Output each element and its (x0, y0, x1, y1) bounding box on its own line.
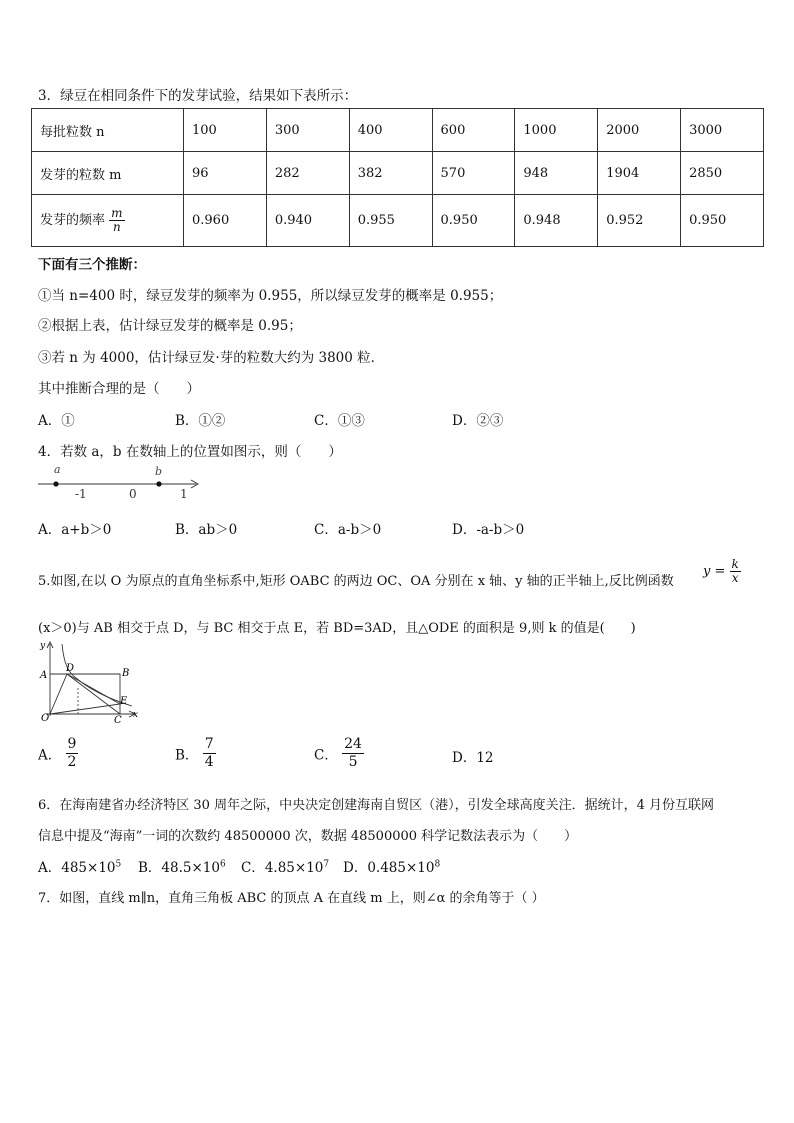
table-cell: 600 (432, 109, 515, 152)
q6-stem-line-2: 信息中提及“海南”一词的次数约 48500000 次，数据 48500000 科学记数法表示为（ ） (38, 829, 578, 844)
table-row (32, 152, 764, 195)
tick-label-0: 0 (129, 487, 137, 501)
label-B: B (122, 668, 130, 679)
table-cell: 0.960 (184, 195, 267, 247)
point-a (53, 481, 58, 486)
table-cell: 282 (266, 152, 349, 195)
label-E: E (120, 696, 128, 707)
fraction-denominator: n (112, 220, 121, 234)
option-text: B．48.5×10 (138, 860, 220, 876)
row-label-n: 每批粒数 n (32, 109, 184, 152)
table-cell: 0.955 (349, 195, 432, 247)
table-cell: 1000 (515, 109, 598, 152)
q6-stem-line-1: 6．在海南建省办经济特区 30 周年之际，中央决定创建海南自贸区（港），引发全球高度关注．据统计，4 月份互联网 (38, 798, 714, 813)
option-prefix: B． (175, 747, 199, 764)
q5-stem-line-2: (x＞0)与 AB 相交于点 D，与 BC 相交于点 E，若 BD=3AD，且△ODE 的面积是 9,则 k 的值是( ) (38, 621, 636, 636)
q4-option-d[interactable]: D．-a-b＞0 (452, 522, 525, 538)
table-cell: 0.948 (515, 195, 598, 247)
q5-function-formula (703, 558, 741, 585)
q3-inference-2: ②根据上表，估计绿豆发芽的概率是 0.95； (38, 318, 302, 334)
q4-option-c[interactable]: C．a-b＞0 (314, 522, 382, 538)
tick-label-1: 1 (180, 487, 188, 501)
q5-option-c[interactable] (314, 736, 364, 771)
label-O: O (41, 713, 50, 724)
q3-inference-3: ③若 n 为 4000，估计绿豆发·芽的粒数大约为 3800 粒． (38, 350, 385, 366)
tick-label-minus-1: -1 (75, 487, 87, 501)
fraction-numerator: 24 (344, 736, 362, 752)
option-text: A．485×10 (38, 860, 116, 876)
label-D: D (66, 663, 75, 674)
label-x: x (133, 710, 139, 720)
fraction-numerator: 7 (204, 736, 214, 752)
label-b: b (155, 465, 163, 478)
table-cell: 1904 (598, 152, 681, 195)
fraction-denominator: 5 (348, 754, 358, 770)
table-cell: 100 (184, 109, 267, 152)
option-exponent: 5 (115, 859, 122, 870)
q4-option-b[interactable]: B．ab＞0 (175, 522, 238, 538)
q4-stem: 4．若数 a，b 在数轴上的位置如图示，则（ ） (38, 444, 342, 460)
fraction-denominator: x (731, 571, 739, 585)
fraction-numerator: m (111, 206, 123, 220)
table-cell: 0.950 (681, 195, 764, 247)
q7-stem: 7．如图，直线 m∥n，直角三角板 ABC 的顶点 A 在直线 m 上，则∠α 的余角等于（ ） (38, 891, 545, 906)
table-cell: 400 (349, 109, 432, 152)
q3-stem: 3．绿豆在相同条件下的发芽试验，结果如下表所示： (38, 88, 358, 104)
frequency-label: 发芽的频率 (40, 213, 106, 228)
table-cell: 2850 (681, 152, 764, 195)
q6-option-c[interactable] (241, 856, 329, 876)
q3-question: 其中推断合理的是（ ） (38, 381, 200, 397)
triangle-ode (50, 674, 120, 714)
function-y: y = (703, 564, 726, 579)
row-label-frequency (32, 195, 184, 247)
option-fraction (203, 736, 216, 771)
point-b (156, 481, 161, 486)
q4-option-a[interactable]: A．a+b＞0 (38, 522, 112, 538)
table-cell: 300 (266, 109, 349, 152)
table-row (32, 109, 764, 152)
option-prefix: D． (452, 750, 477, 766)
fraction-numerator: k (731, 557, 739, 571)
m-over-n-fraction (109, 207, 124, 234)
fraction-numerator: 9 (67, 736, 77, 752)
row-label-m: 发芽的粒数 m (32, 152, 184, 195)
q3-option-b[interactable]: B．①② (175, 413, 226, 429)
k-over-x-fraction (730, 558, 741, 585)
label-a: a (54, 463, 61, 476)
table-cell: 382 (349, 152, 432, 195)
q3-option-d[interactable]: D．②③ (452, 413, 504, 429)
table-cell: 948 (515, 152, 598, 195)
number-line-figure (36, 462, 206, 504)
option-exponent: 7 (323, 859, 330, 870)
option-text: C．4.85×10 (241, 860, 324, 876)
label-y: y (40, 641, 46, 651)
q5-option-a[interactable] (38, 736, 78, 771)
q3-inference-1: ①当 n=400 时，绿豆发芽的频率为 0.955，所以绿豆发芽的概率是 0.955； (38, 288, 503, 304)
fraction-denominator: 2 (67, 754, 77, 770)
table-cell: 3000 (681, 109, 764, 152)
table-cell: 96 (184, 152, 267, 195)
option-value: 12 (476, 750, 494, 766)
q3-option-c[interactable]: C．①③ (314, 413, 365, 429)
q5-option-b[interactable] (175, 736, 216, 771)
table-cell: 0.952 (598, 195, 681, 247)
table-cell: 0.940 (266, 195, 349, 247)
option-fraction (66, 736, 79, 771)
table-cell: 570 (432, 152, 515, 195)
option-exponent: 8 (434, 859, 441, 870)
table-cell: 2000 (598, 109, 681, 152)
coordinate-figure (36, 638, 146, 724)
q6-option-b[interactable] (138, 856, 226, 876)
q5-option-d[interactable] (452, 746, 494, 766)
q3-option-a[interactable]: A．① (38, 413, 75, 429)
rectangle-oabc (50, 674, 120, 714)
q5-stem-line-1: 5.如图,在以 O 为原点的直角坐标系中,矩形 OABC 的两边 OC、OA 分别在 x 轴、y 轴的正半轴上,反比例函数 (38, 574, 674, 589)
option-text: D．0.485×10 (343, 860, 435, 876)
table-cell: 0.950 (432, 195, 515, 247)
q3-intro: 下面有三个推断： (38, 257, 146, 273)
fraction-denominator: 4 (204, 754, 214, 770)
label-C: C (114, 715, 122, 724)
label-A: A (40, 670, 48, 681)
option-exponent: 6 (219, 859, 226, 870)
option-prefix: C． (314, 747, 338, 764)
option-prefix: A． (38, 747, 62, 764)
option-fraction (342, 736, 364, 771)
germination-table (31, 108, 764, 247)
q6-option-a[interactable] (38, 856, 121, 876)
table-row (32, 195, 764, 247)
q6-option-d[interactable] (343, 856, 440, 876)
